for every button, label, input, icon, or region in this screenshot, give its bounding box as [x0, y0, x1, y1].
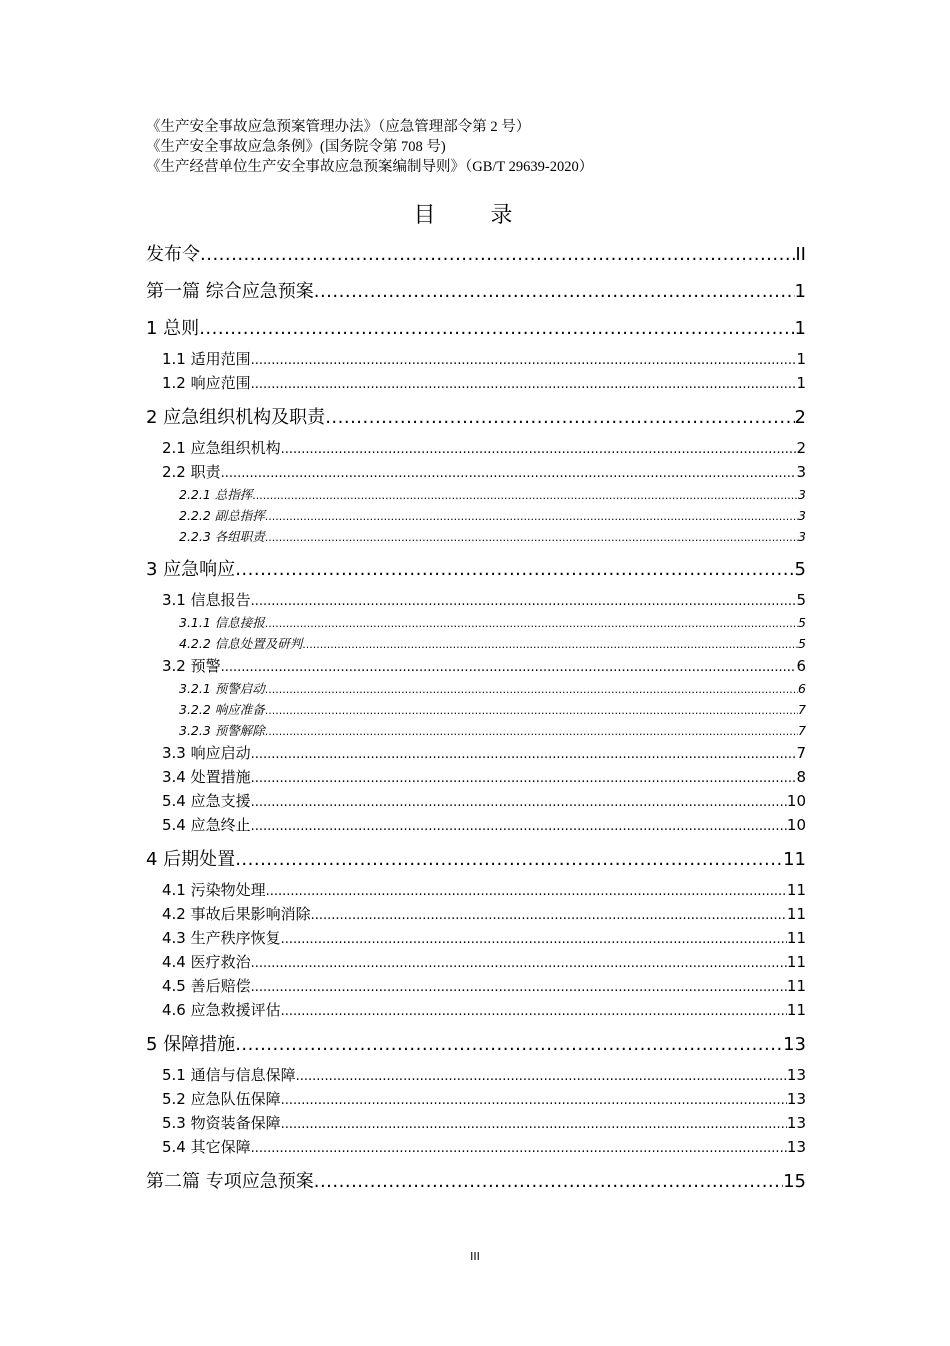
toc-leader-dots — [235, 841, 783, 878]
toc-entry-page: II — [795, 244, 806, 265]
toc-entry-title: 3.4 处置措施 — [162, 768, 251, 786]
toc-leader-dots — [251, 765, 797, 791]
toc-entry-level-2[interactable] — [146, 460, 806, 484]
toc-entry-title: 5.4 应急终止 — [162, 816, 251, 834]
toc-entry-level-2[interactable] — [146, 878, 806, 902]
toc-entry-title: 3.1 信息报告 — [162, 591, 251, 609]
reference-line: 《生产安全事故应急预案管理办法》（应急管理部令第 2 号） — [146, 119, 531, 135]
toc-entry-page: 13 — [786, 1090, 806, 1108]
toc-entry-page: 7 — [798, 723, 806, 738]
toc-entry-page: 2 — [796, 439, 806, 457]
toc-entry-page: 1 — [796, 374, 806, 392]
reference-line: 《生产经营单位生产安全事故应急预案编制导则》（GB/T 29639-2020） — [146, 159, 594, 175]
toc-entry-page: 6 — [796, 657, 806, 675]
toc-entry-level-2[interactable] — [146, 765, 806, 789]
toc-leader-dots — [251, 950, 787, 976]
toc-entry-level-1[interactable] — [146, 236, 806, 273]
toc-entry-level-2[interactable] — [146, 789, 806, 813]
toc-leader-dots — [251, 371, 797, 397]
toc-entry-title: 3.2.2 响应准备 — [179, 702, 265, 717]
toc-entry-page: 7 — [796, 744, 806, 762]
toc-entry-title: 2.2 职责 — [162, 463, 221, 481]
toc-entry-title: 4.1 污染物处理 — [162, 881, 266, 899]
toc-entry-title: 4.2.2 信息处置及研判 — [179, 636, 303, 651]
toc-entry-level-3[interactable] — [146, 678, 806, 699]
toc-entry-page: 1 — [796, 350, 806, 368]
toc-entry-page: 5 — [794, 559, 806, 580]
toc-entry-level-3[interactable] — [146, 633, 806, 654]
toc-entry-level-1[interactable] — [146, 273, 806, 310]
toc-entry-level-2[interactable] — [146, 741, 806, 765]
toc-leader-dots — [251, 789, 787, 815]
toc-leader-dots — [302, 633, 798, 655]
toc-entry-page: 11 — [786, 905, 806, 923]
toc-entry-level-3[interactable] — [146, 505, 806, 526]
toc-entry-level-2[interactable] — [146, 654, 806, 678]
toc-entry-level-2[interactable] — [146, 813, 806, 837]
toc-entry-title: 4.5 善后赔偿 — [162, 977, 251, 995]
toc-leader-dots — [314, 273, 795, 310]
toc-leader-dots — [251, 741, 797, 767]
toc-leader-dots — [296, 1063, 787, 1089]
toc-leader-dots — [199, 310, 794, 347]
toc-leader-dots — [251, 588, 797, 614]
toc-entry-title: 5.1 通信与信息保障 — [162, 1066, 296, 1084]
reference-list — [146, 117, 826, 177]
toc-entry-title: 5.4 其它保障 — [162, 1138, 251, 1156]
toc-entry-page: 10 — [786, 792, 806, 810]
toc-entry-page: 3 — [798, 529, 806, 544]
toc-entry-page: 13 — [786, 1114, 806, 1132]
toc-entry-page: 2 — [794, 407, 806, 428]
toc-leader-dots — [251, 1135, 787, 1161]
toc-entry-title: 第二篇 专项应急预案 — [146, 1171, 314, 1192]
toc-leader-dots — [251, 347, 797, 373]
toc-entry-page: 13 — [786, 1138, 806, 1156]
toc-entry-title: 1.1 适用范围 — [162, 350, 251, 368]
toc-entry-level-2[interactable] — [146, 436, 806, 460]
toc-entry-level-3[interactable] — [146, 612, 806, 633]
toc-leader-dots — [265, 612, 798, 634]
toc-entry-level-2[interactable] — [146, 1087, 806, 1111]
toc-entry-page: 13 — [786, 1066, 806, 1084]
toc-entry-title: 3 应急响应 — [146, 559, 236, 580]
toc-leader-dots — [281, 998, 787, 1024]
toc-entry-title: 2 应急组织机构及职责 — [146, 407, 326, 428]
toc-entry-title: 3.2 预警 — [162, 657, 221, 675]
toc-entry-title: 4.4 医疗救治 — [162, 953, 251, 971]
toc-title: 目 录 — [413, 203, 537, 228]
toc-entry-page: 10 — [786, 816, 806, 834]
toc-entry-page: 11 — [783, 849, 806, 870]
toc-leader-dots — [265, 720, 798, 742]
toc-entry-title: 3.3 响应启动 — [162, 744, 251, 762]
toc-entry-title: 4 后期处置 — [146, 849, 236, 870]
toc-entry-title: 4.2 事故后果影响消除 — [162, 905, 311, 923]
toc-entry-level-3[interactable] — [146, 484, 806, 505]
toc-entry-level-2[interactable] — [146, 902, 806, 926]
page-number-footer: III — [470, 1250, 480, 1263]
toc-entry-level-3[interactable] — [146, 720, 806, 741]
toc-leader-dots — [235, 1026, 783, 1063]
toc-entry-level-1[interactable] — [146, 1163, 806, 1200]
toc-entry-level-1[interactable] — [146, 399, 806, 436]
toc-entry-level-3[interactable] — [146, 526, 806, 547]
toc-entry-title: 3.2.3 预警解除 — [179, 723, 265, 738]
toc-entry-title: 5.4 应急支援 — [162, 792, 251, 810]
toc-leader-dots — [311, 902, 787, 928]
toc-entry-page: 11 — [786, 881, 806, 899]
toc-leader-dots — [251, 974, 787, 1000]
toc-entry-page: 1 — [794, 281, 806, 302]
toc-entry-level-1[interactable] — [146, 310, 806, 347]
toc-entry-title: 1 总则 — [146, 318, 200, 339]
toc-entry-title: 5.2 应急队伍保障 — [162, 1090, 281, 1108]
toc-leader-dots — [221, 460, 797, 486]
toc-entry-page: 6 — [798, 681, 806, 696]
toc-entry-title: 1.2 响应范围 — [162, 374, 251, 392]
toc-entry-level-1[interactable] — [146, 551, 806, 588]
toc-entry-level-3[interactable] — [146, 699, 806, 720]
toc-entry-page: 3 — [798, 487, 806, 502]
toc-entry-title: 2.2.2 副总指挥 — [179, 508, 265, 523]
toc-leader-dots — [200, 236, 795, 273]
toc-entry-level-2[interactable] — [146, 1063, 806, 1087]
toc-entry-page: 1 — [794, 318, 806, 339]
toc-entry-title: 4.3 生产秩序恢复 — [162, 929, 281, 947]
toc-entry-title: 发布令 — [146, 244, 200, 265]
toc-leader-dots — [235, 551, 794, 588]
toc-leader-dots — [266, 878, 787, 904]
toc-entry-level-2[interactable] — [146, 1111, 806, 1135]
toc-entry-level-2[interactable] — [146, 974, 806, 998]
toc-entry-title: 5 保障措施 — [146, 1034, 236, 1055]
toc-leader-dots — [265, 505, 798, 527]
toc-leader-dots — [281, 1111, 787, 1137]
toc-entry-title: 2.2.3 各组职责 — [179, 529, 265, 544]
toc-entry-page: 8 — [796, 768, 806, 786]
toc-leader-dots — [252, 484, 798, 506]
toc-entry-level-1[interactable] — [146, 841, 806, 878]
toc-leader-dots — [221, 654, 797, 680]
toc-entry-title: 2.2.1 总指挥 — [179, 487, 253, 502]
toc-leader-dots — [265, 526, 798, 548]
table-of-contents — [146, 236, 806, 1200]
toc-leader-dots — [251, 813, 787, 839]
toc-entry-title: 3.2.1 预警启动 — [179, 681, 265, 696]
toc-entry-level-2[interactable] — [146, 347, 806, 371]
toc-entry-level-2[interactable] — [146, 950, 806, 974]
toc-entry-level-2[interactable] — [146, 371, 806, 395]
toc-leader-dots — [281, 926, 787, 952]
toc-entry-page: 5 — [798, 636, 806, 651]
reference-line: 《生产安全事故应急条例》(国务院令第 708 号) — [146, 139, 446, 155]
toc-entry-title: 4.6 应急救援评估 — [162, 1001, 281, 1019]
toc-leader-dots — [265, 678, 798, 700]
toc-entry-title: 第一篇 综合应急预案 — [146, 281, 314, 302]
toc-entry-level-2[interactable] — [146, 1135, 806, 1159]
toc-entry-level-2[interactable] — [146, 588, 806, 612]
toc-entry-page: 5 — [798, 615, 806, 630]
toc-entry-level-2[interactable] — [146, 926, 806, 950]
toc-entry-page: 3 — [796, 463, 806, 481]
toc-entry-title: 2.1 应急组织机构 — [162, 439, 281, 457]
toc-leader-dots — [265, 699, 798, 721]
toc-leader-dots — [314, 1163, 783, 1200]
toc-leader-dots — [325, 399, 794, 436]
toc-entry-page: 13 — [783, 1034, 806, 1055]
toc-entry-level-1[interactable] — [146, 1026, 806, 1063]
toc-entry-page: 15 — [783, 1171, 806, 1192]
toc-entry-page: 11 — [786, 1001, 806, 1019]
toc-entry-level-2[interactable] — [146, 998, 806, 1022]
toc-leader-dots — [281, 436, 797, 462]
toc-entry-page: 11 — [786, 977, 806, 995]
toc-entry-title: 3.1.1 信息接报 — [179, 615, 265, 630]
toc-entry-page: 11 — [786, 953, 806, 971]
toc-entry-page: 3 — [798, 508, 806, 523]
toc-entry-page: 11 — [786, 929, 806, 947]
toc-leader-dots — [281, 1087, 787, 1113]
toc-entry-title: 5.3 物资装备保障 — [162, 1114, 281, 1132]
toc-entry-page: 7 — [798, 702, 806, 717]
toc-entry-page: 5 — [796, 591, 806, 609]
